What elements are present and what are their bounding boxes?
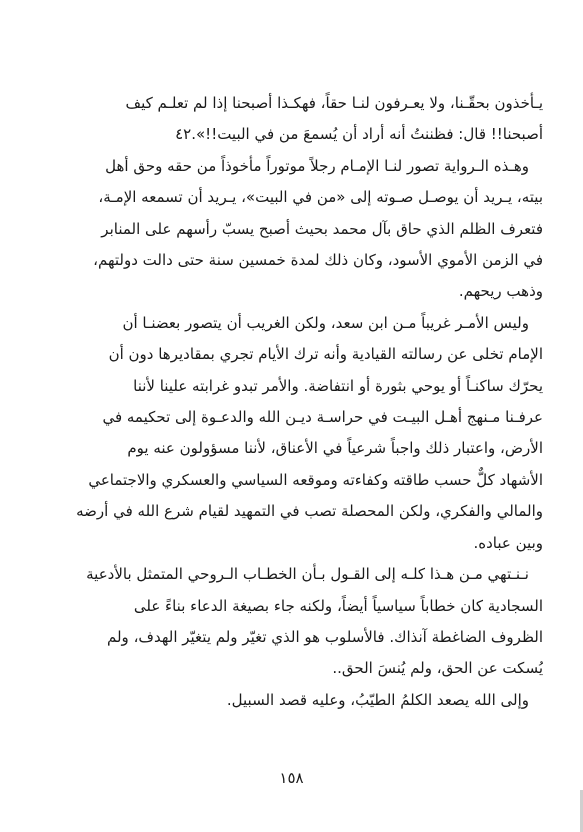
paragraph-4 bbox=[38, 559, 543, 685]
paragraph-line: عرفـنا مـنهج أهـل البيـت في حراسـة ديـن الله والدعـوة إلى تحكيمه في bbox=[102, 408, 543, 427]
paragraph-line: الإمام تخلى عن رسالته القيادية وأنه ترك الأيام تجري بمقاديرها دون أن bbox=[108, 345, 543, 364]
body-text bbox=[38, 88, 543, 716]
paragraph-2 bbox=[38, 151, 543, 308]
paragraph-line: وليس الأمـر غريباً مـن ابن سعد، ولكن الغريب أن يتصور بعضنـا أن bbox=[122, 313, 529, 332]
paragraph-line: والمالي والفكري، ولكن المحصلة تصب في التمهيد لقيام شرع الله في أرضه bbox=[76, 502, 543, 521]
paragraph-line: يُسكت عن الحق، ولم يُنسَ الحق.. bbox=[332, 659, 543, 678]
paragraph-line: وذهب ريحهم. bbox=[458, 282, 543, 301]
paragraph-line: وبين عباده. bbox=[473, 533, 543, 552]
paragraph-1 bbox=[38, 88, 543, 151]
paragraph-line: في الزمن الأموي الأسود، وكان ذلك لمدة خمسين سنة حتى دالت دولتهم، bbox=[93, 251, 543, 270]
paragraph-line: السجادية كان خطاباً سياسياً أيضاً، ولكنه جاء بصيغة الدعاء بناءً على bbox=[133, 596, 543, 615]
paragraph-line: أصبحنا!! قال: فظننتُ أنه أراد أن يُسمعَ من في البيت!!».٤٢ bbox=[175, 125, 543, 144]
paragraph-line: نـنـتهي مـن هـذا كلـه إلى القـول بـأن الخطـاب الـروحي المتمثل بالأدعية bbox=[86, 565, 529, 584]
paragraph-line: الأرض، واعتبار ذلك واجباً شرعياً في الأعناق، لأننا مسؤولون عنه يوم bbox=[127, 439, 543, 458]
paragraph-line: وهـذه الـرواية تصور لنـا الإمـام رجلاً موتوراً مأخوذاً من حقه وحق أهل bbox=[105, 156, 529, 175]
paragraph-line: يـأخذون بحقّـنا، ولا يعـرفون لنـا حقاً، فهكـذا أصبحنا إذا لم تعلـم كيف bbox=[125, 94, 543, 112]
paragraph-5 bbox=[38, 685, 543, 716]
paragraph-line: الظروف الضاغطة آنذاك. فالأسلوب هو الذي تغيّر ولم يتغيّر الهدف، ولم bbox=[107, 627, 543, 646]
paragraph-3 bbox=[38, 308, 543, 559]
page-number: ١٥٨ bbox=[279, 769, 304, 787]
paragraph-line: فتعرف الظلم الذي حاق بآل محمد بحيث أصبح يسبّ رأسهم على المنابر bbox=[101, 219, 543, 238]
paragraph-line: يحرّك ساكنـاً أو يوحي بثورة أو انتفاضة. والأمر تبدو غرابته علينا لأننا bbox=[133, 376, 543, 395]
paragraph-line: الأشهاد كلٌّ حسب طاقته وكفاءته وموقعه السياسي والعسكري والاجتماعي bbox=[88, 470, 543, 489]
paragraph-line: وإلى الله يصعد الكلمُ الطيّبُ، وعليه قصد السبيل. bbox=[226, 690, 529, 709]
paragraph-line: بيته، يـريد أن يوصـل صـوته إلى «من في البيت»، يـريد أن تسمعه الإمـة، bbox=[98, 188, 543, 207]
